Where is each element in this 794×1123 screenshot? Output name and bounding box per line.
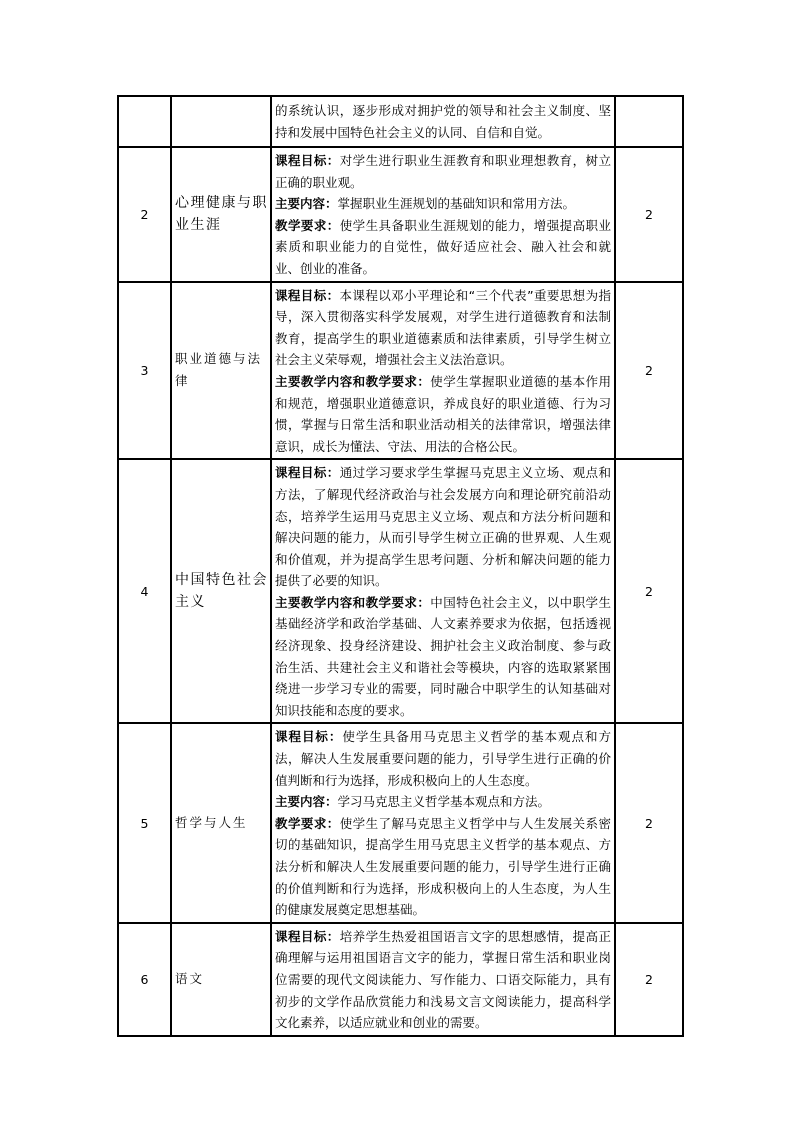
desc-label: 主要教学内容和教学要求： bbox=[275, 594, 431, 610]
desc-label: 主要教学内容和教学要求： bbox=[275, 373, 431, 389]
desc-label: 课程目标： bbox=[275, 928, 340, 944]
course-number: 5 bbox=[118, 723, 171, 922]
table-row bbox=[118, 723, 683, 922]
desc-text: 使学生掌握职业道德的基本作用和规范，增强职业道德意识，养成良好的职业道德、行为习惯，掌握与日常生活和职业活动相关的法律常识，增强法律意识，成长为懂法、守法、用法的合格公民。 bbox=[275, 373, 611, 454]
desc-label: 课程目标： bbox=[275, 287, 340, 303]
desc-label: 课程目标： bbox=[275, 729, 343, 745]
course-description bbox=[271, 282, 615, 460]
desc-text: 中国特色社会主义，以中职学生基础经济学和政治学基础、人文素养要求为依据，包括透视经济现象、投身经济建设、拥护社会主义政治制度、参与政治生活、共建社会主义和谐社会等模块，内容的选取紧紧围绕进一步学习专业的需要，同时融合中职学生的认知基础对知识技能和态度的要求。 bbox=[275, 594, 611, 718]
table-row bbox=[118, 923, 683, 1036]
course-number: 6 bbox=[118, 923, 171, 1036]
desc-text: 学习马克思主义哲学基本观点和方法。 bbox=[337, 794, 551, 810]
desc-label: 主要内容： bbox=[275, 794, 338, 810]
table-row bbox=[118, 282, 683, 460]
course-number: 3 bbox=[118, 282, 171, 460]
course-hours: 2 bbox=[615, 147, 683, 282]
desc-label: 教学要求： bbox=[275, 815, 340, 831]
course-number bbox=[118, 96, 171, 147]
course-name bbox=[171, 96, 271, 147]
desc-text: 使学生了解马克思主义哲学中与人生发展关系密切的基础知识，提高学生用马克思主义哲学的基本观点、方法分析和解决人生发展重要问题的能力，引导学生进行正确的价值判断和行为选择，形成积极向上的人生态度，为人生的健康发展奠定思想基础。 bbox=[275, 815, 611, 918]
course-table bbox=[117, 95, 684, 1037]
course-name: 心理健康与职业生涯 bbox=[171, 147, 271, 282]
desc-text: 的系统认识，逐步形成对拥护党的领导和社会主义制度、坚持和发展中国特色社会主义的认同、自信和自觉。 bbox=[275, 103, 611, 140]
desc-text: 掌握职业生涯规划的基础知识和常用方法。 bbox=[337, 196, 576, 212]
course-hours: 2 bbox=[615, 923, 683, 1036]
course-name: 职业道德与法律 bbox=[171, 282, 271, 460]
course-name: 中国特色社会主义 bbox=[171, 459, 271, 723]
course-description bbox=[271, 723, 615, 922]
table-row bbox=[118, 459, 683, 723]
course-hours: 2 bbox=[615, 459, 683, 723]
desc-label: 课程目标： bbox=[275, 465, 340, 481]
desc-label: 课程目标： bbox=[275, 153, 340, 168]
table-row bbox=[118, 96, 683, 147]
desc-text: 使学生具备职业生涯规划的能力，增强提高职业素质和职业能力的自觉性，做好适应社会、融入社会和就业、创业的准备。 bbox=[275, 217, 611, 276]
course-description bbox=[271, 96, 615, 147]
desc-text: 通过学习要求学生掌握马克思主义立场、观点和方法，了解现代经济政治与社会发展方向和理论研究前沿动态，培养学生运用马克思主义立场、观点和方法分析问题和解决问题的能力，从而引导学生树立正确的世界观、人生观和价值观，并为提高学生思考问题、分析和解决问题的能力提供了必要的知识。 bbox=[275, 465, 611, 589]
course-description bbox=[271, 459, 615, 723]
course-number: 2 bbox=[118, 147, 171, 282]
desc-text: 使学生具备用马克思主义哲学的基本观点和方法，解决人生发展重要问题的能力，引导学生进行正确的价值判断和行为选择，形成积极向上的人生态度。 bbox=[275, 729, 611, 788]
desc-label: 主要内容： bbox=[275, 196, 338, 212]
desc-text: 本课程以邓小平理论和“三个代表”重要思想为指导，深入贯彻落实科学发展观，对学生进行道德教育和法制教育，提高学生的职业道德素质和法律素质，引导学生树立社会主义荣辱观，增强社会主义法治意识。 bbox=[275, 287, 611, 368]
course-name: 语文 bbox=[171, 923, 271, 1036]
course-number: 4 bbox=[118, 459, 171, 723]
course-description bbox=[271, 147, 615, 282]
table-row bbox=[118, 147, 683, 282]
desc-label: 教学要求： bbox=[275, 217, 340, 233]
desc-text: 培养学生热爱祖国语言文字的思想感情，提高正确理解与运用祖国语言文字的能力，掌握日常生活和职业岗位需要的现代文阅读能力、写作能力、口语交际能力，具有初步的文学作品欣赏能力和浅易文言文阅读能力，提高科学文化素养，以适应就业和创业的需要。 bbox=[275, 928, 611, 1031]
course-description bbox=[271, 923, 615, 1036]
course-name: 哲学与人生 bbox=[171, 723, 271, 922]
course-hours: 2 bbox=[615, 282, 683, 460]
course-hours: 2 bbox=[615, 723, 683, 922]
course-hours bbox=[615, 96, 683, 147]
desc-text: 对学生进行职业生涯教育和职业理想教育，树立正确的职业观。 bbox=[275, 153, 611, 190]
